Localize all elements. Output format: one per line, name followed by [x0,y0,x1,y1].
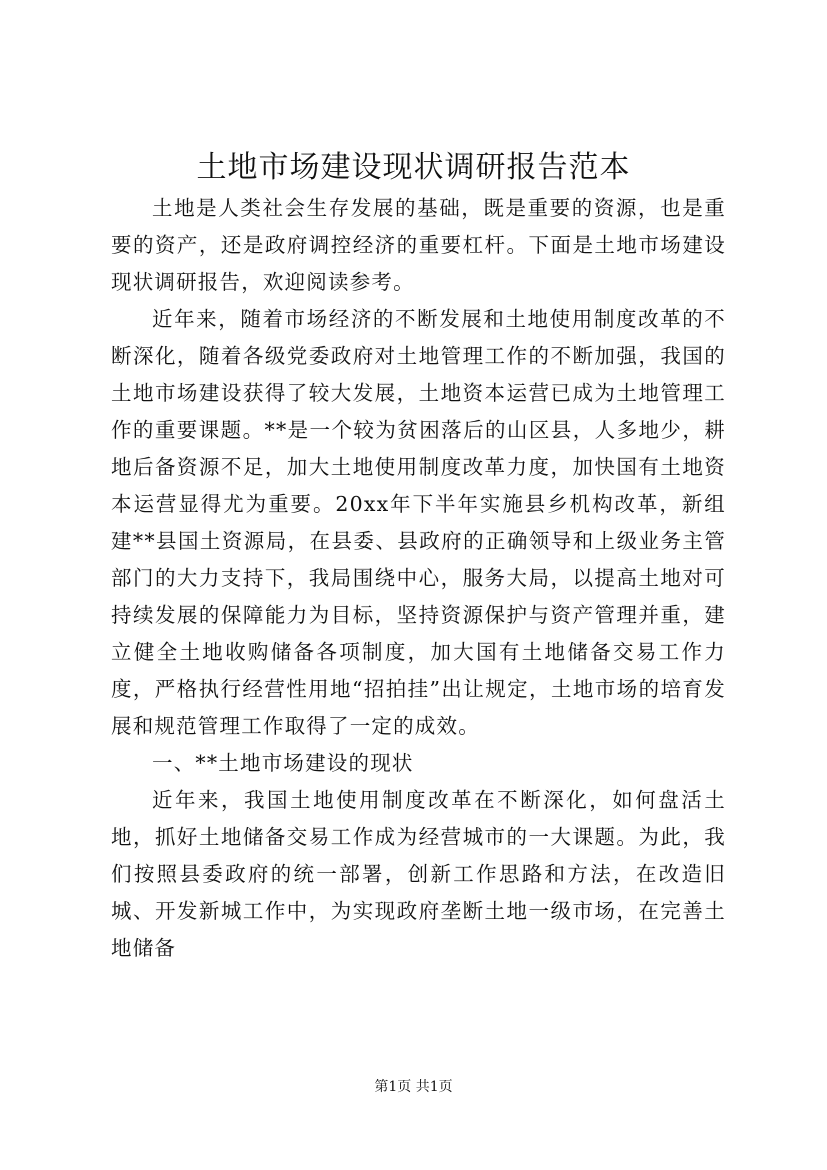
section-paragraph: 近年来，我国土地使用制度改革在不断深化，如何盘活土地，抓好土地储备交易工作成为经营城市的一大课题。为此，我们按照县委政府的统一部署，创新工作思路和方法，在改造旧城、开发新城工作中，为实现政府垄断土地一级市场，在完善土地储备 [111,788,726,960]
document-body [111,190,726,967]
background-paragraph: 近年来，随着市场经济的不断发展和土地使用制度改革的不断深化，随着各级党委政府对土地管理工作的不断加强，我国的土地市场建设获得了较大发展，土地资本运营已成为土地管理工作的重要课题。**是一个较为贫困落后的山区县，人多地少，耕地后备资源不足，加大土地使用制度改革力度，加快国有土地资本运营显得尤为重要。20xx年下半年实施县乡机构改革，新组建**县国土资源局，在县委、县政府的正确领导和上级业务主管部门的大力支持下，我局围绕中心，服务大局，以提高土地对可持续发展的保障能力为目标，坚持资源保护与资产管理并重，建立健全土地收购储备各项制度，加大国有土地储备交易工作力度，严格执行经营性用地“招拍挂”出让规定，土地市场的培育发展和规范管理工作取得了一定的成效。 [111,307,726,738]
page-title: 土地市场建设现状调研报告范本 [196,150,631,185]
section-heading: 一、**土地市场建设的现状 [152,751,414,775]
page-footer: 第1页 共1页 [374,1079,453,1095]
intro-paragraph: 土地是人类社会生存发展的基础，既是重要的资源，也是重要的资产，还是政府调控经济的重要杠杆。下面是土地市场建设现状调研报告，欢迎阅读参考。 [111,196,726,294]
